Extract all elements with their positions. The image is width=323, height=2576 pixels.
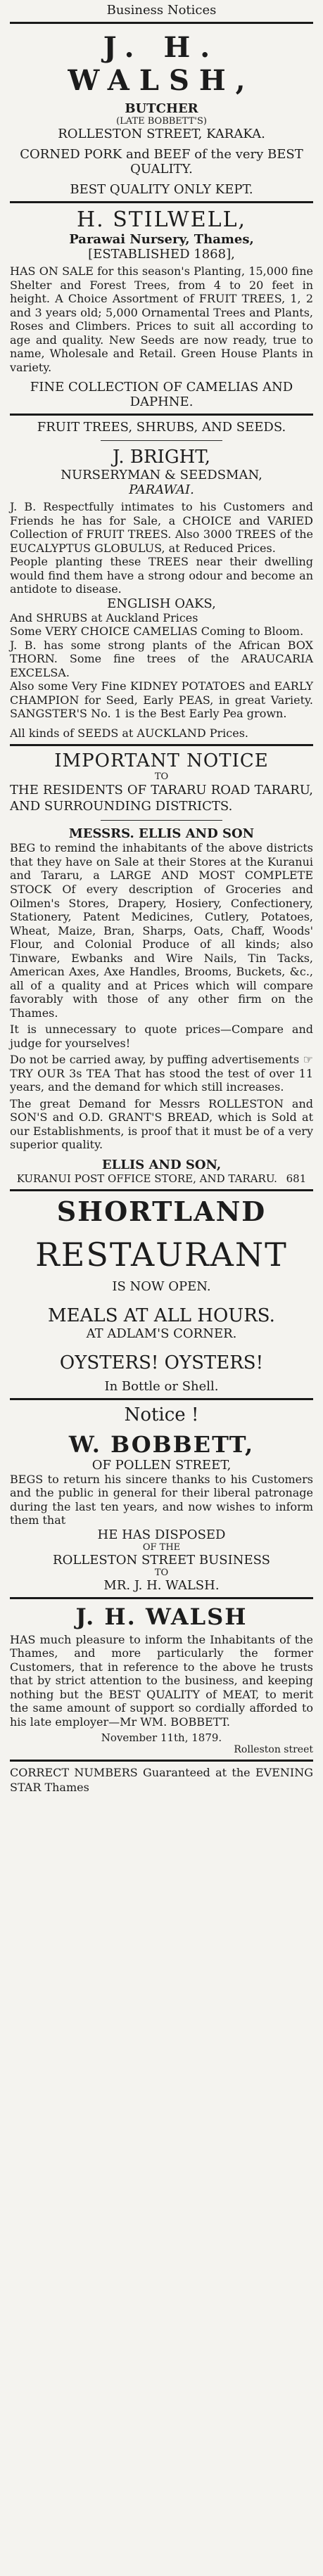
bright-p1: J. B. Respectfully intimates to his Customers and Friends he has for Sale, a CHOICE and VARIED Collection of FRUIT TREES. Also 3000 TREES of the EUCALYPTUS GLOBULUS, at Reduced Prices. <box>10 500 313 555</box>
restaurant-meals: MEALS AT ALL HOURS. <box>48 1305 275 1326</box>
restaurant-oysters: OYSTERS! OYSTERS! <box>59 1352 264 1373</box>
divider <box>101 440 222 441</box>
ellis-p2: It is unnecessary to quote prices—Compare and judge for yourselves! <box>10 1023 313 1050</box>
restaurant-location: AT ADLAM'S CORNER. <box>86 1326 237 1341</box>
divider <box>10 201 313 203</box>
walsh2-name: J. H. WALSH <box>75 1603 248 1630</box>
newspaper-column <box>0 3 323 1795</box>
bobbett-of: OF POLLEN STREET, <box>91 1457 232 1473</box>
ellis-to: TO <box>154 771 169 783</box>
bobbett-mr: MR. J. H. WALSH. <box>103 1577 220 1593</box>
divider <box>101 820 222 821</box>
ellis-firm: MESSRS. ELLIS AND SON <box>68 826 255 842</box>
stilwell-name: H. STILWELL, <box>76 207 247 232</box>
walsh-address: ROLLESTON STREET, KARAKA. <box>58 127 265 141</box>
bobbett-ad <box>10 1404 313 1593</box>
bright-p6: Also some Very Fine KIDNEY POTATOES and EARLY CHAMPION for Seed, Early PEAS, in great Variety. SANGSTER'S No. 1 is the Best Early Pea grown. <box>10 679 313 721</box>
ellis-sign-address <box>10 1172 313 1185</box>
bright-name: J. BRIGHT, <box>112 447 211 468</box>
bobbett-business: ROLLESTON STREET BUSINESS <box>53 1552 270 1568</box>
divider <box>10 22 313 24</box>
divider <box>10 1189 313 1191</box>
ellis-sign-address-text: KURANUI POST OFFICE STORE, AND TARARU. <box>16 1172 277 1185</box>
stilwell-established: [ESTABLISHED 1868], <box>88 247 235 262</box>
restaurant-word: RESTAURANT <box>35 1235 288 1274</box>
restaurant-open: IS NOW OPEN. <box>112 1279 211 1294</box>
divider <box>10 1760 313 1762</box>
walsh2-p1: HAS much pleasure to inform the Inhabitants of the Thames, and more particularly the former Customers, that in reference to the above he trusts that by strict attention to the business, and keeping nothing but the BEST QUALITY of MEAT, to merit the same amount of support so cordially afforded to his late employer—Mr WM. BOBBETT. <box>10 1632 313 1729</box>
bright-p2: People planting these TREES near their dwelling would find them have a strong odour and become an antidote to disease. <box>10 555 313 596</box>
walsh2-date: November 11th, 1879. <box>101 1731 222 1745</box>
bobbett-notice: Notice ! <box>124 1404 199 1425</box>
stilwell-body: HAS ON SALE for this season's Planting, 15,000 fine Shelter and Forest Trees, from 4 to 20 feet in height. A Choice Assortment of FRUIT TREES, 1, 2 and 3 years old; 5,000 Ornamental Trees and Plants, Roses and Climbers. Prices to suit all according to age and quality. New Seeds are now ready, true to name, Wholesale and Retail. Green House Plants in variety. <box>10 264 313 374</box>
bright-ad <box>10 420 313 740</box>
bright-p5: J. B. has some strong plants of the African BOX THORN. Some fine trees of the ARAUCARIA EXCELSA. <box>10 638 313 679</box>
ellis-p4: The great Demand for Messrs ROLLESTON and SON'S and O.D. GRANT'S BREAD, which is Sold at our Establishments, is proof that it must be of a very superior quality. <box>10 1096 313 1152</box>
restaurant-bottle: In Bottle or Shell. <box>104 1378 219 1394</box>
bright-heading: FRUIT TREES, SHRUBS, AND SEEDS. <box>37 420 286 435</box>
walsh-line2: BEST QUALITY ONLY KEPT. <box>70 182 253 197</box>
bright-p7: All kinds of SEEDS at AUCKLAND Prices. <box>10 726 249 740</box>
stilwell-firm: Parawai Nursery, Thames, <box>69 232 254 247</box>
ellis-ref-number: 681 <box>286 1172 307 1185</box>
bobbett-of-the: OF THE <box>142 1542 181 1553</box>
bright-p3: And SHRUBS at Auckland Prices <box>10 610 198 624</box>
bobbett-p1: BEGS to return his sincere thanks to his Customers and the public in general for their liberal patronage during the last ten years, and now wishes to inform them that <box>10 1472 313 1527</box>
bright-role: NURSERYMAN & SEEDSMAN, <box>61 468 262 483</box>
footer-correct-numbers: CORRECT NUMBERS Guaranteed at the EVENING STAR Thames <box>10 1766 313 1794</box>
ellis-p1: BEG to remind the inhabitants of the above districts that they have on Sale at their Stores at the Kuranui and Tararu, a LARGE AND MOST COMPLETE STOCK Of every description of Groceries and Oilmen's Stores, Drapery, Hosiery, Confectionery, Stationery, Patent Medicines, Cutlery, Potatoes, Wheat, Maize, Bran, Sharps, Oats, Chaff, Woods' Flour, and Colonial Produce of all kinds; also Tinware, Ewbanks and Wire Nails, Tin Tacks, American Axes, Axe Handles, Brooms, Buckets, &c., all of a quality and at Prices which will compare favorably with those of any other firm on the Thames. <box>10 841 313 1020</box>
shortland-ad <box>10 1196 313 1394</box>
ellis-recipients: THE RESIDENTS OF TARARU ROAD TARARU, AND SURROUNDING DISTRICTS. <box>10 783 313 814</box>
divider <box>10 744 313 746</box>
ellis-heading: IMPORTANT NOTICE <box>54 750 269 772</box>
ellis-ad <box>10 750 313 1184</box>
ellis-p3: Do not be carried away, by puffing advertisements ☞ TRY OUR 3s TEA That has stood the test of over 11 years, and the demand for which still increases. <box>10 1053 313 1094</box>
bobbett-name: W. BOBBETT, <box>68 1430 255 1458</box>
bobbett-to: TO <box>154 1567 169 1578</box>
stilwell-footer: FINE COLLECTION OF CAMELIAS AND DAPHNE. <box>30 380 293 410</box>
walsh-role: BUTCHER <box>125 101 198 116</box>
ellis-sign: ELLIS AND SON, <box>101 1157 222 1172</box>
walsh-ad <box>10 31 313 197</box>
walsh2-ad <box>10 1603 313 1756</box>
bright-place: PARAWAI. <box>129 482 194 498</box>
bobbett-disposed: HE HAS DISPOSED <box>97 1527 226 1542</box>
divider <box>10 1597 313 1599</box>
shortland-word: SHORTLAND <box>56 1195 267 1227</box>
stilwell-ad <box>10 207 313 409</box>
section-title: Business Notices <box>106 3 217 18</box>
bright-oaks: ENGLISH OAKS, <box>107 596 216 611</box>
walsh2-place: Rolleston street <box>234 1744 313 1756</box>
walsh-note: (LATE BOBBETT'S) <box>116 116 207 127</box>
bright-p4: Some VERY CHOICE CAMELIAS Coming to Bloom. <box>10 624 304 639</box>
walsh-name: J. H. WALSH, <box>68 31 255 97</box>
walsh-line1: CORNED PORK and BEEF of the very BEST QUALITY. <box>20 147 303 177</box>
divider <box>10 414 313 416</box>
divider <box>10 1398 313 1400</box>
